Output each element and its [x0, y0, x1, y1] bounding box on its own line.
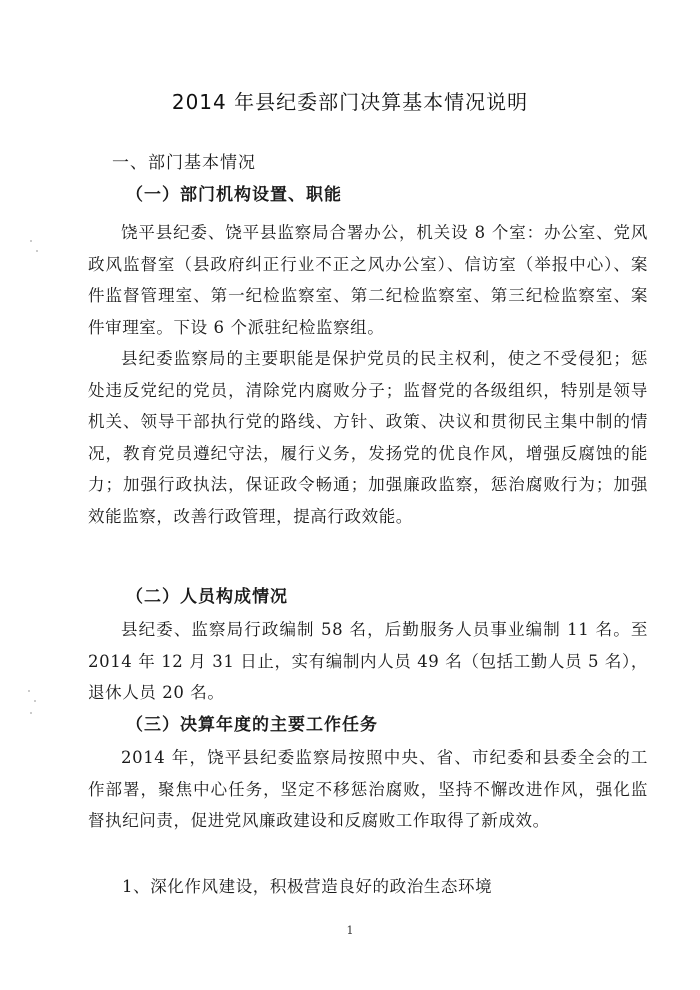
scan-speck [34, 700, 36, 702]
page-number: 1 [346, 924, 354, 937]
paragraph-main-tasks: 2014 年，饶平县纪委监察局按照中央、省、市纪委和县委全会的工作部署，聚焦中心任务，坚定不移惩治腐败，坚持不懈改进作风，强化监督执纪问责，促进党风廉政建设和反腐败工作取得了新成效。 [88, 748, 648, 830]
subsection-heading-personnel: （二）人员构成情况 [126, 587, 288, 607]
scan-speck [28, 690, 30, 692]
document-title: 2014 年县纪委部门决算基本情况说明 [171, 90, 529, 114]
scan-speck [30, 240, 32, 242]
scan-speck [36, 250, 38, 252]
paragraph-organization: 饶平县纪委、饶平县监察局合署办公，机关设 8 个室：办公室、党风政风监督室（县政府纠正行业不正之风办公室）、信访室（举报中心）、案件监督管理室、第一纪检监察室、第二纪检监察室、第三纪检监察室、案件审理室。下设 6 个派驻纪检监察组。 [88, 223, 648, 337]
list-item-work-style: 1、深化作风建设，积极营造良好的政治生态环境 [122, 877, 493, 896]
paragraph-personnel: 县纪委、监察局行政编制 58 名，后勤服务人员事业编制 11 名。至 2014 年 12 月 31 日止，实有编制内人员 49 名（包括工勤人员 5 名），退休人员 20 名。 [88, 620, 648, 702]
subsection-heading-main-tasks: （三）决算年度的主要工作任务 [126, 715, 378, 735]
section-heading-basic-info: 一、部门基本情况 [112, 153, 256, 173]
scan-speck [30, 712, 32, 714]
subsection-heading-organization: （一）部门机构设置、职能 [126, 185, 342, 205]
paragraph-functions: 县纪委监察局的主要职能是保护党员的民主权利，使之不受侵犯；惩处违反党纪的党员，清除党内腐败分子；监督党的各级组织，特别是领导机关、领导干部执行党的路线、方针、政策、决议和贯彻民主集中制的情况，教育党员遵纪守法，履行义务，发扬党的优良作风，增强反腐蚀的能力；加强行政执法，保证政令畅通；加强廉政监察，惩治腐败行为；加强效能监察，改善行政管理，提高行政效能。 [88, 349, 648, 526]
